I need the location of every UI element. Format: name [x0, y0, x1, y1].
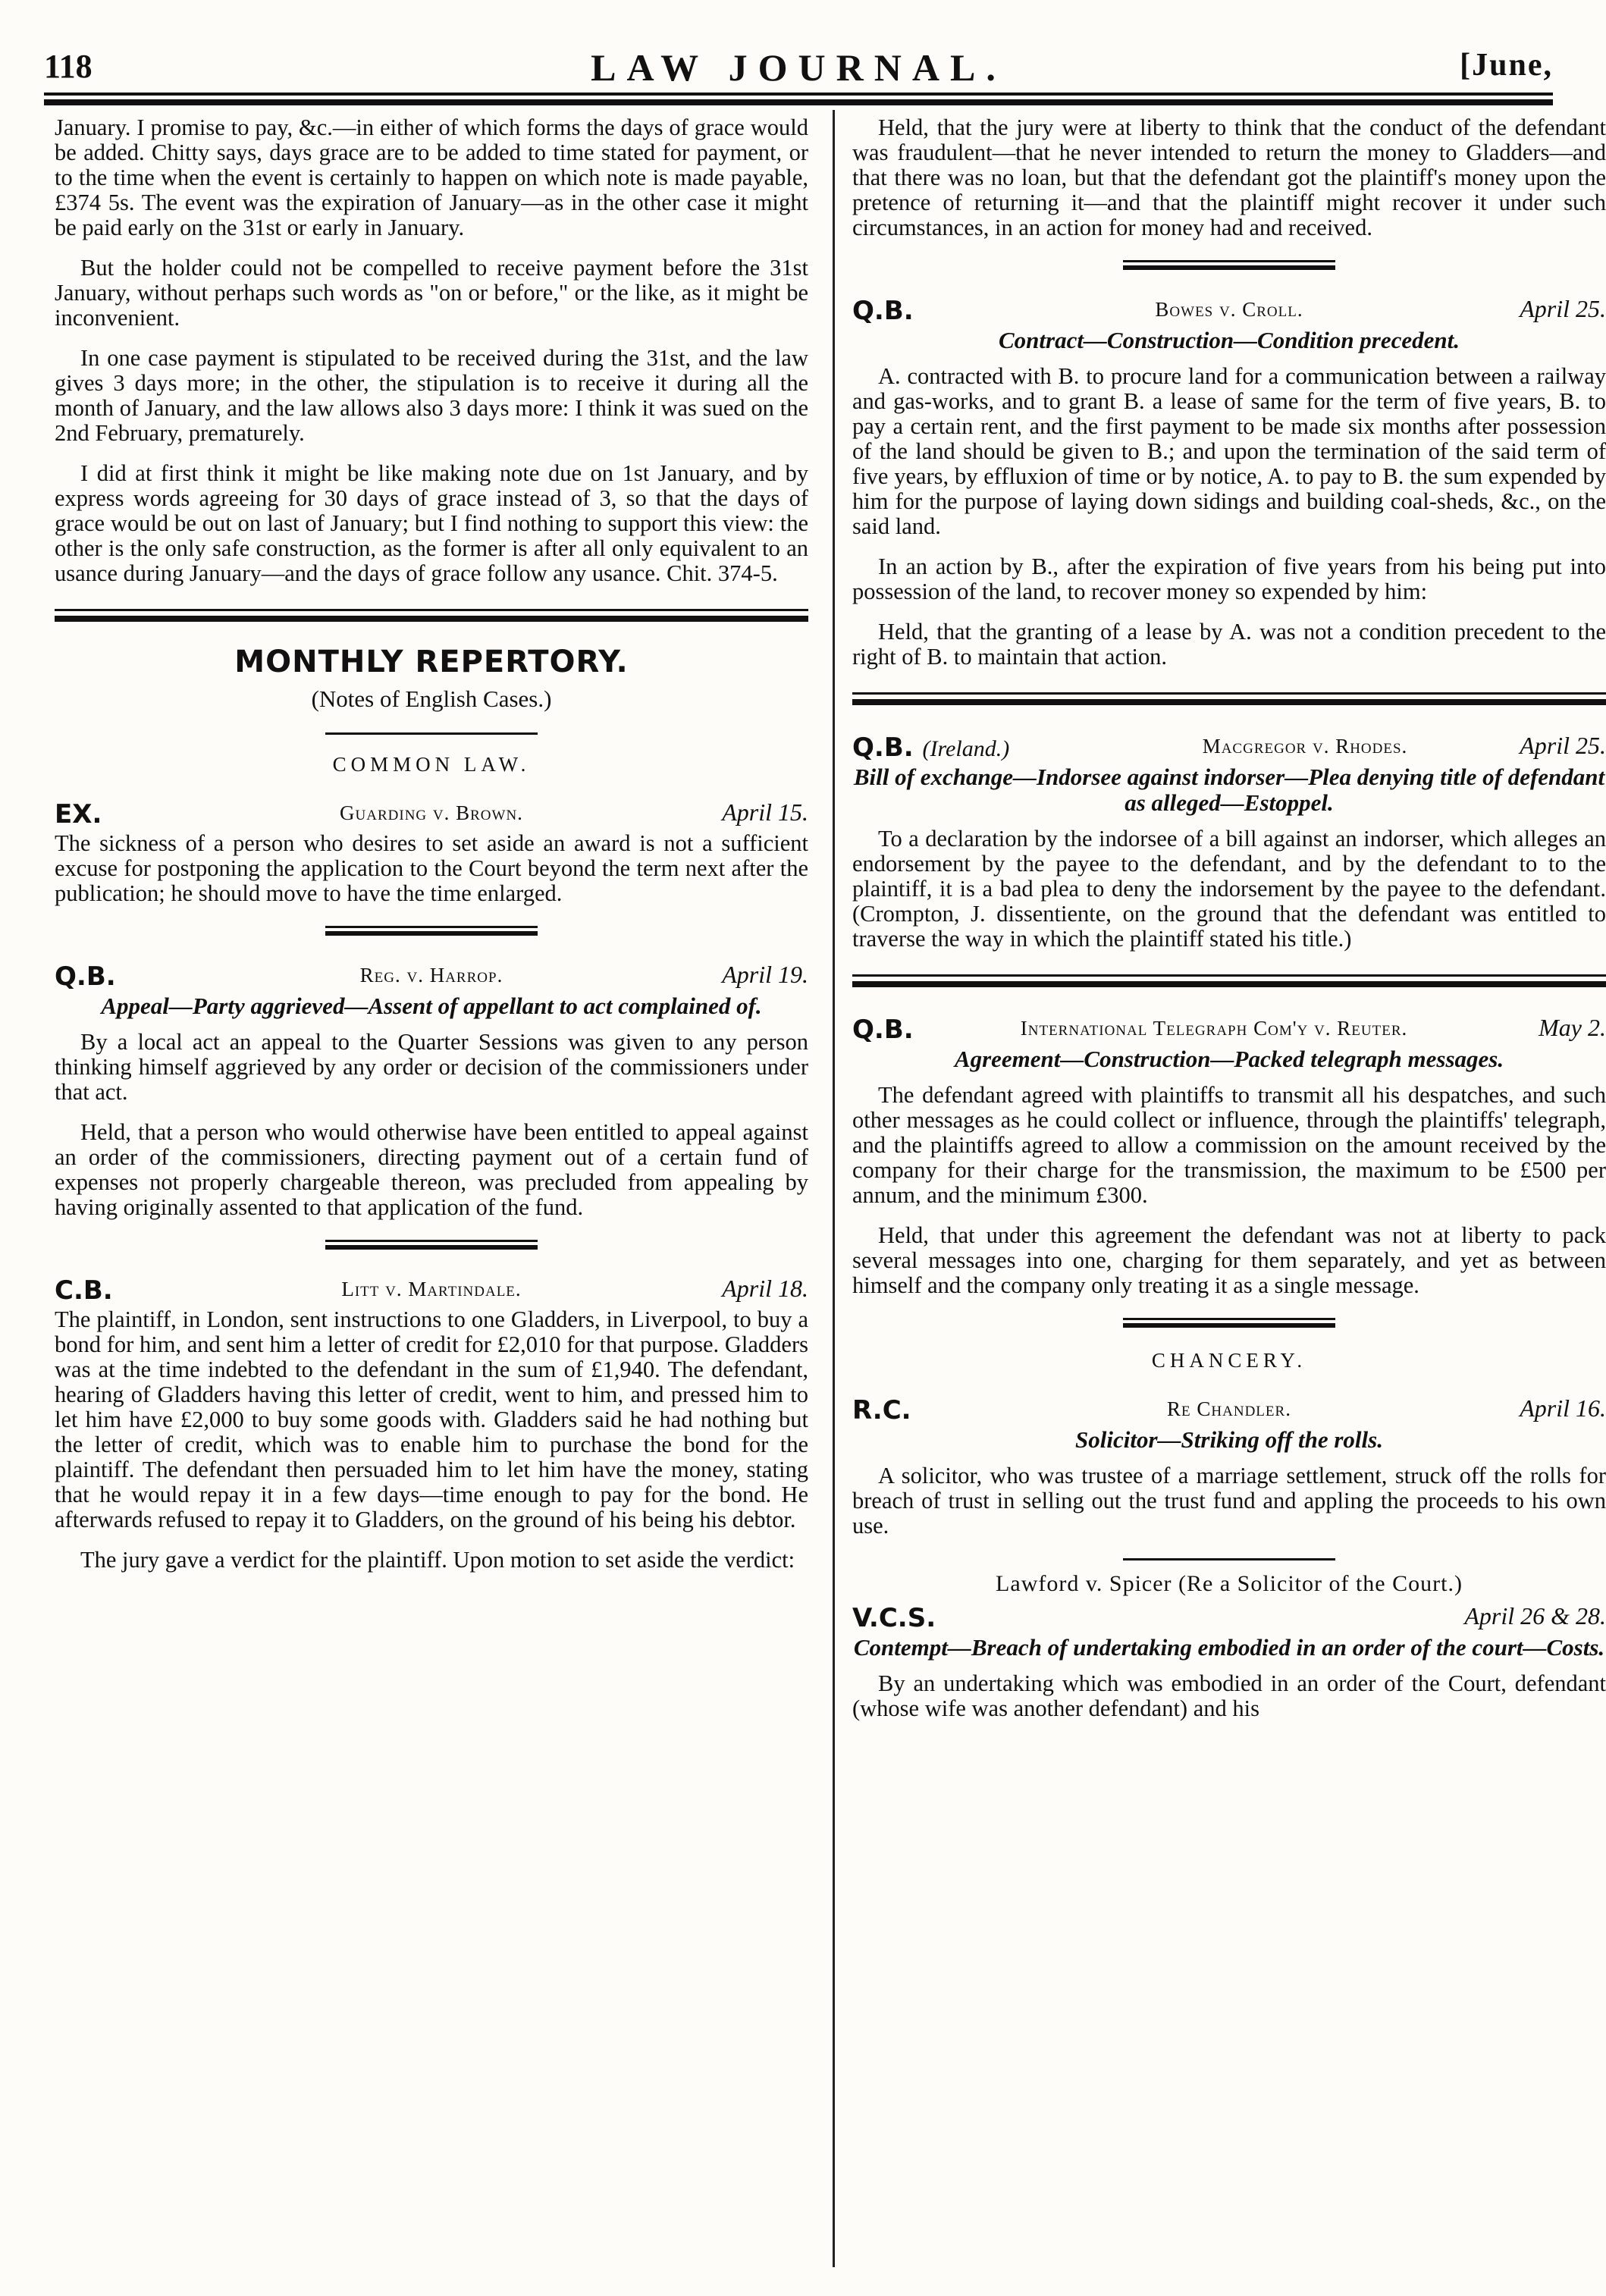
divider [1123, 1558, 1335, 1560]
page-number: 118 [44, 48, 93, 85]
column-divider [833, 110, 835, 2267]
case-text: By an undertaking which was embodied in an order of the Court, defendant (whose wife was another defendant) and his [852, 1670, 1606, 1721]
intro-paragraph: January. I promise to pay, &c.—in either of which forms the days of grace would be added. Chitty says, days grace are to be added to time stated for payment, or to the time when the event is certainly to happen on which note is made payable, £374 5s. The event was the expiration of January—as in the other case it might be paid early on the 31st or early in January. [55, 114, 808, 240]
case-text: A solicitor, who was trustee of a marriage settlement, struck off the rolls for breach of trust in selling out the trust fund and appling the proceeds to his own use. [852, 1463, 1606, 1539]
right-column [852, 115, 1606, 1736]
issue-month: [June, [1460, 48, 1553, 83]
case-date: April 19. [722, 961, 808, 988]
division-heading: CHANCERY. [1151, 1349, 1307, 1372]
divider [325, 732, 538, 735]
case-text: By a local act an appeal to the Quarter Sessions was given to any person thinking himself aggrieved by any order or decision of the commissioners under that act. [55, 1029, 808, 1105]
court-note: (Ireland.) [922, 736, 1010, 761]
court-label: EX. [55, 799, 102, 830]
case-heading [55, 795, 808, 828]
divider [1123, 1318, 1335, 1320]
court-label: R.C. [852, 1395, 911, 1426]
journal-title: LAW JOURNAL. [591, 46, 1006, 89]
divider [325, 1240, 538, 1242]
left-column [55, 115, 808, 1588]
case-text: The defendant agreed with plaintiffs to transmit all his despatches, and such other messages as he could collect or influence, through the plaintiffs' telegraph, and the plaintiffs agreed to allow a commission on the amount received by the company for their charge for the transmission, the maximum to be £500 per annum, and the minimum £300. [852, 1082, 1606, 1208]
court-label: Q.B. [55, 961, 116, 992]
case-name: Lawford v. Spicer (Re a Solicitor of the Court.) [996, 1571, 1463, 1596]
divider-thick [1123, 1323, 1335, 1328]
section-rule-thick [55, 616, 808, 622]
court-label: Q.B. [852, 1015, 914, 1045]
case-text: Held, that the granting of a lease by A. was not a condition precedent to the right of B. to maintain that action. [852, 619, 1606, 670]
intro-paragraph: I did at first think it might be like making note due on 1st January, and by express words agreeing for 30 days of grace instead of 3, so that the days of grace would be out on last of January; but I find nothing to support this view: the other is the only safe construction, as the former is after all only equivalent to an usance during January—and the days of grace follow any usance. Chit. 374-5. [55, 460, 808, 586]
intro-paragraph: But the holder could not be compelled to receive payment before the 31st January, without perhaps such words as "on or before," or the like, as it might be inconvenient. [55, 255, 808, 331]
divider-thick [325, 1245, 538, 1250]
section-rule [852, 692, 1606, 695]
header-rule [44, 93, 1553, 96]
case-heading [55, 957, 808, 990]
division-heading: COMMON LAW. [332, 753, 531, 776]
court-label: Q.B. [852, 296, 914, 326]
case-name: Bowes v. Croll. [1155, 298, 1303, 321]
divider [1123, 260, 1335, 262]
case-date: May 2. [1539, 1014, 1606, 1041]
case-heading [852, 1010, 1606, 1043]
divider-thick [1123, 265, 1335, 270]
section-rule [55, 609, 808, 611]
case-topic: Appeal—Party aggrieved—Assent of appellant to act complained of. [101, 993, 762, 1019]
section-rule-thick [852, 981, 1606, 987]
case-text: Held, that a person who would otherwise have been entitled to appeal against an order of the commissioners, directing payment out of a certain fund of expenses not properly chargeable thereon, was precluded from appealing by having originally assented to that application of the fund. [55, 1119, 808, 1220]
case-text: To a declaration by the indorsee of a bill against an indorser, which alleges an endorsement by the payee to the defendant, and by the defendant to to the plaintiff, it is a bad plea to deny the indorsement by the payee to the defendant. (Crompton, J. dissentiente, on the ground that the defendant was entitled to traverse the way in which the plaintiff stated his title.) [852, 826, 1606, 952]
repertory-title: MONTHLY REPERTORY. [234, 645, 629, 679]
case-text: The sickness of a person who desires to set aside an award is not a sufficient excuse for postponing the application to the Court beyond the term next after the publication; he should move to have the time enlarged. [55, 830, 808, 906]
case-heading [852, 1391, 1606, 1424]
held-paragraph: Held, that the jury were at liberty to think that the conduct of the defendant was fraudulent—that he never intended to return the money to Gladders—and that there was no loan, but that the defendant got the plaintiff's money upon the pretence of returning it—and that the plaintiff might recover it under such circumstances, in an action for money had and received. [852, 114, 1606, 240]
case-topic: Agreement—Construction—Packed telegraph messages. [954, 1046, 1504, 1072]
divider-thick [325, 931, 538, 936]
case-name: Litt v. Martindale. [341, 1278, 522, 1300]
court-label: C.B. [55, 1275, 113, 1306]
repertory-subtitle: (Notes of English Cases.) [311, 685, 552, 712]
intro-paragraph: In one case payment is stipulated to be received during the 31st, and the law gives 3 days more; in the other, the stipulation is to receive it during all the month of January, and the law allows also 3 days more: I think it was sued on the 2nd February, prematurely. [55, 345, 808, 446]
case-heading [55, 1271, 808, 1304]
case-name: International Telegraph Com'y v. Reuter. [1020, 1017, 1408, 1040]
case-text: In an action by B., after the expiration of five years from his being put into possession of the land, to recover money so expended by him: [852, 554, 1606, 604]
court-abbrev: Q.B. [852, 732, 914, 763]
case-name: Macgregor v. Rhodes. [1202, 735, 1408, 757]
section-rule-thick [852, 699, 1606, 705]
case-heading [852, 728, 1606, 761]
case-text: The jury gave a verdict for the plaintiff. Upon motion to set aside the verdict: [80, 1547, 795, 1573]
header-rule-thick [44, 99, 1553, 105]
court-label [852, 732, 1009, 763]
court-label: V.C.S. [852, 1603, 936, 1633]
case-date: April 25. [1520, 732, 1606, 759]
case-date: April 16. [1520, 1394, 1606, 1422]
case-topic: Contract—Construction—Condition precedent. [998, 327, 1460, 353]
case-date: April 15. [722, 798, 808, 826]
section-rule [852, 974, 1606, 977]
case-text: A. contracted with B. to procure land for a communication between a railway and gas-works, and to grant B. a lease of same for the term of five years, B. to pay a certain rent, and the first payment to be made six months after possession of the land should be given to B.; and upon the termination of the said term of five years, by effluxion of time or by notice, A. to pay to B. the sum expended by him for the purpose of laying down sidings and building coal-sheds, &c., on the said land. [852, 363, 1606, 539]
case-name: Guarding v. Brown. [340, 801, 523, 824]
case-topic: Contempt—Breach of undertaking embodied in an order of the court—Costs. [853, 1634, 1605, 1661]
divider [325, 926, 538, 928]
case-heading [852, 291, 1606, 325]
case-date: April 18. [722, 1275, 808, 1302]
case-name: Re Chandler. [1167, 1397, 1291, 1420]
case-date: April 26 & 28. [1464, 1602, 1606, 1629]
case-topic: Solicitor—Striking off the rolls. [1075, 1426, 1383, 1453]
case-date: April 25. [1520, 295, 1606, 322]
case-topic: Bill of exchange—Indorsee against indorser—Plea denying title of defendant as alleged—Estoppel. [853, 764, 1605, 816]
case-text: Held, that under this agreement the defendant was not at liberty to pack several messages into one, charging for them separately, and yet as between himself and the company only treating it as a single message. [852, 1222, 1606, 1298]
case-name: Reg. v. Harrop. [359, 964, 503, 986]
case-heading [852, 1598, 1606, 1632]
case-text: The plaintiff, in London, sent instructions to one Gladders, in Liverpool, to buy a bond for him, and sent him a letter of credit for £2,010 for that purpose. Gladders was at the time indebted to the defendant in the sum of £1,940. The defendant, hearing of Gladders having this letter of credit, went to him, and pressed him to let him have £2,000 to buy some goods with. Gladders said he had nothing but the letter of credit, which was to enable him to purchase the bond for the plaintiff. The defendant then persuaded him to let him have the money, stating that he would repay it in a few days—time enough to pay for the bond. He afterwards refused to repay it to Gladders, on the ground of his being his debtor. [55, 1306, 808, 1532]
